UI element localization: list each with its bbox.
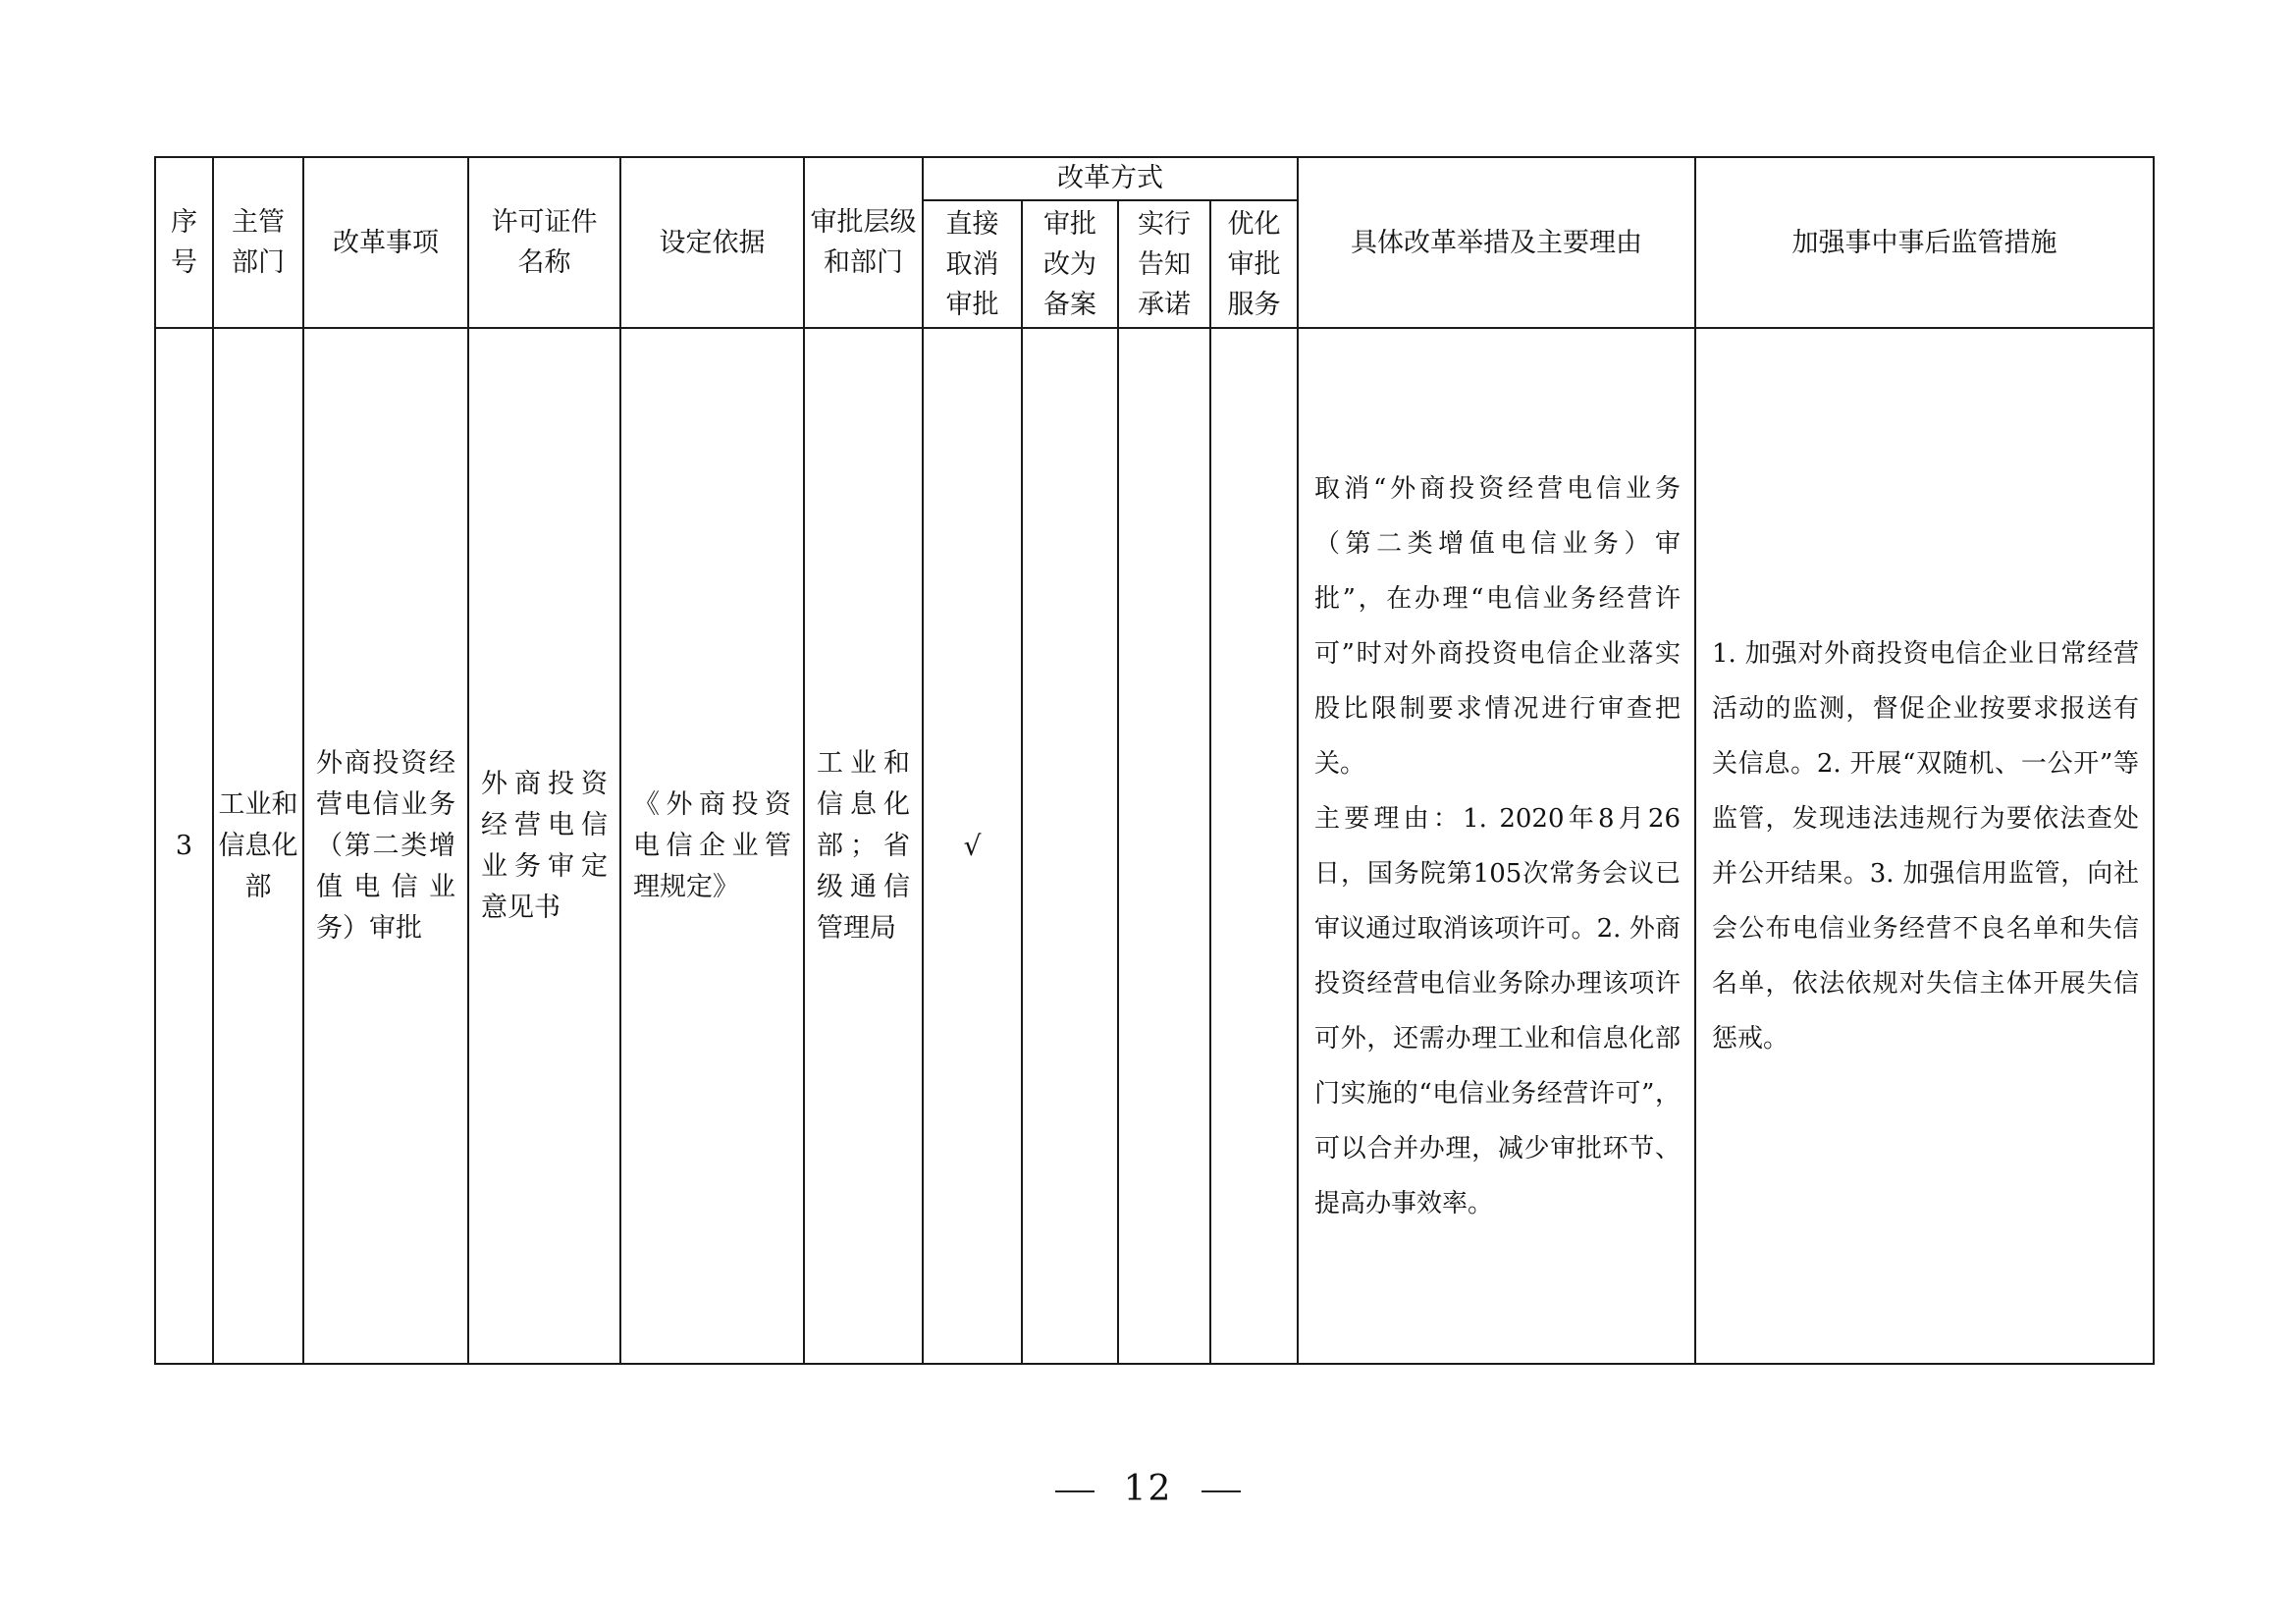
cell-level: 工业和信息化部；省级通信管理局	[804, 328, 923, 1364]
footer-dash-right	[1201, 1490, 1241, 1492]
page-number: 12	[1123, 1469, 1173, 1509]
reform-table	[154, 156, 2155, 1365]
header-mode-record: 审批改为备案	[1022, 200, 1118, 328]
header-basis: 设定依据	[620, 157, 804, 328]
cell-seq: 3	[155, 328, 213, 1364]
header-license: 许可证件名称	[468, 157, 620, 328]
header-item: 改革事项	[303, 157, 468, 328]
header-level: 审批层级和部门	[804, 157, 923, 328]
cell-mode-notify	[1118, 328, 1210, 1364]
header-mode-group: 改革方式	[923, 157, 1298, 200]
header-supervision: 加强事中事后监管措施	[1695, 157, 2154, 328]
reason-text: 主要理由：1. 2020年8月26日，国务院第105次常务会议已审议通过取消该项许可。2. 外商投资经营电信业务除办理该项许可外，还需办理工业和信息化部门实施的“电信业务经营许可”，可以合并办理，减少审批环节、提高办事效率。	[1314, 803, 1681, 1218]
cell-mode-cancel-check: √	[923, 328, 1022, 1364]
header-dept: 主管部门	[213, 157, 303, 328]
page-footer	[0, 1469, 2296, 1509]
cell-item: 外商投资经营电信业务（第二类增值电信业务）审批	[303, 328, 468, 1364]
header-seq: 序号	[155, 157, 213, 328]
header-row-top	[155, 157, 2154, 200]
cell-license: 外商投资经营电信业务审定意见书	[468, 328, 620, 1364]
cell-basis: 《外商投资电信企业管理规定》	[620, 328, 804, 1364]
cell-mode-optimize	[1210, 328, 1298, 1364]
cell-dept: 工业和信息化部	[213, 328, 303, 1364]
header-measures: 具体改革举措及主要理由	[1298, 157, 1695, 328]
header-mode-optimize: 优化审批服务	[1210, 200, 1298, 328]
cell-supervision: 1. 加强对外商投资电信企业日常经营活动的监测，督促企业按要求报送有关信息。2. 开展“双随机、一公开”等监管，发现违法违规行为要依法查处并公开结果。3. 加强信用监管，向社会公布电信业务经营不良名单和失信名单，依法依规对失信主体开展失信惩戒。	[1695, 328, 2154, 1364]
cell-mode-record	[1022, 328, 1118, 1364]
table-row	[155, 328, 2154, 1364]
header-mode-notify: 实行告知承诺	[1118, 200, 1210, 328]
footer-dash-left	[1055, 1490, 1095, 1492]
measures-text: 取消“外商投资经营电信业务（第二类增值电信业务）审批”，在办理“电信业务经营许可”时对外商投资电信企业落实股比限制要求情况进行审查把关。	[1314, 473, 1681, 779]
cell-measures	[1298, 328, 1695, 1364]
header-mode-cancel: 直接取消审批	[923, 200, 1022, 328]
